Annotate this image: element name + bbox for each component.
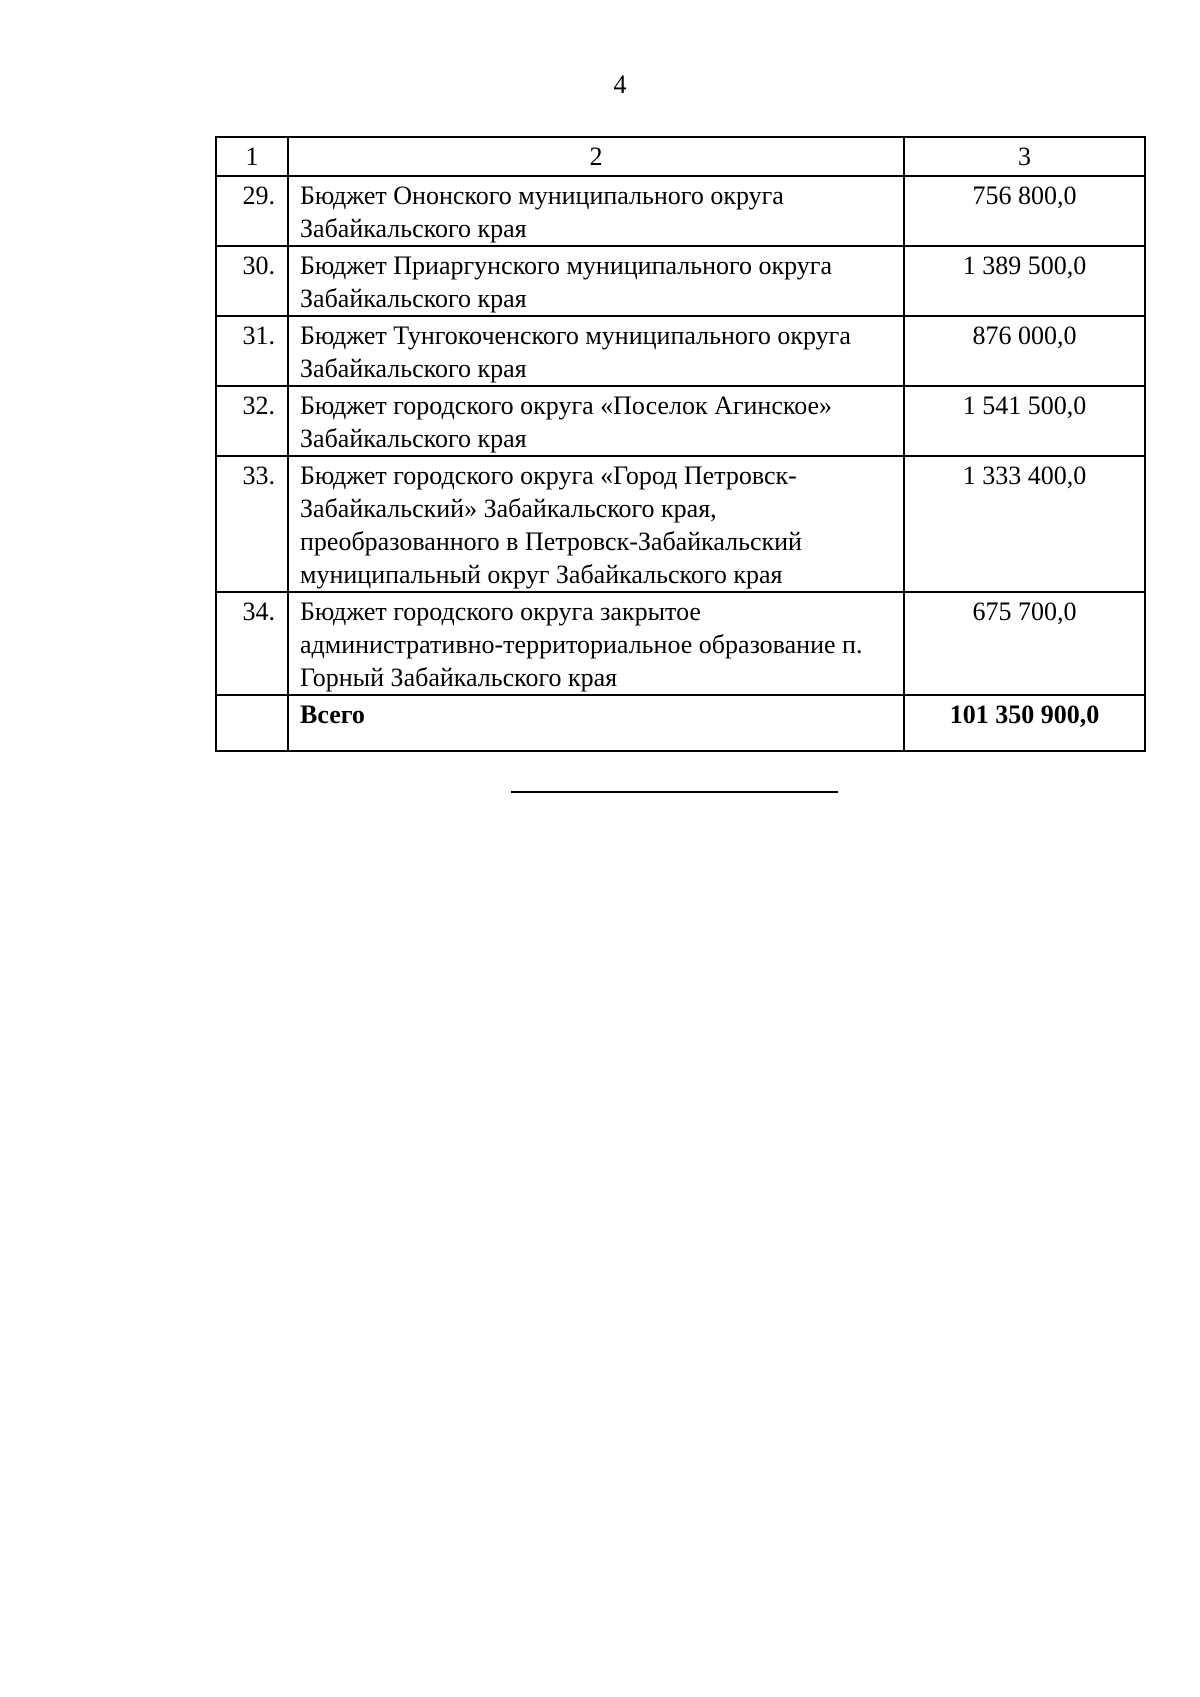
total-number: [216, 695, 288, 751]
budget-amount: 756 800,0: [904, 176, 1145, 246]
total-amount: 101 350 900,0: [904, 695, 1145, 751]
budget-amount: 1 333 400,0: [904, 456, 1145, 592]
table-row: [216, 592, 1145, 695]
budget-table: [215, 136, 1146, 752]
row-number: 34.: [216, 592, 288, 695]
budget-name: Бюджет городского округа «Поселок Агинское» Забайкальского края: [288, 386, 904, 456]
budget-name: Бюджет Ононского муниципального округа Забайкальского края: [288, 176, 904, 246]
budget-amount: 1 389 500,0: [904, 246, 1145, 316]
budget-amount: 1 541 500,0: [904, 386, 1145, 456]
row-number: 30.: [216, 246, 288, 316]
table-row: [216, 176, 1145, 246]
budget-name: Бюджет Тунгокоченского муниципального округа Забайкальского края: [288, 316, 904, 386]
total-label: Всего: [288, 695, 904, 751]
table-row: [216, 246, 1145, 316]
budget-amount: 675 700,0: [904, 592, 1145, 695]
table-row: [216, 456, 1145, 592]
column-header-number: 1: [216, 137, 288, 176]
row-number: 31.: [216, 316, 288, 386]
row-number: 33.: [216, 456, 288, 592]
column-header-amount: 3: [904, 137, 1145, 176]
table-header-row: [216, 137, 1145, 176]
row-number: 32.: [216, 386, 288, 456]
budget-name: Бюджет городского округа закрытое административно-территориальное образование п. Горный Забайкальского края: [288, 592, 904, 695]
row-number: 29.: [216, 176, 288, 246]
total-row: [216, 695, 1145, 751]
table-row: [216, 316, 1145, 386]
column-header-name: 2: [288, 137, 904, 176]
budget-name: Бюджет городского округа «Город Петровск-Забайкальский» Забайкальского края, преобразованного в Петровск-Забайкальский муниципальный округ Забайкальского края: [288, 456, 904, 592]
table-row: [216, 386, 1145, 456]
page-number: 4: [613, 70, 627, 99]
end-separator-line: [511, 791, 838, 793]
budget-name: Бюджет Приаргунского муниципального округа Забайкальского края: [288, 246, 904, 316]
budget-amount: 876 000,0: [904, 316, 1145, 386]
